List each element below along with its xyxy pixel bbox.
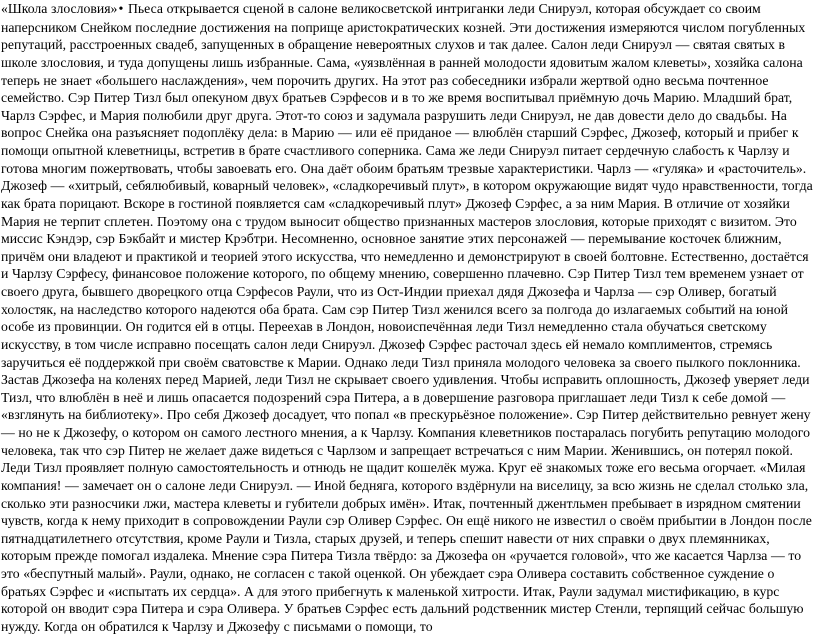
summary-paragraph: [1, 0, 815, 636]
document-heading: «Школа злословия»: [1, 1, 118, 16]
bullet-icon: •: [118, 2, 124, 17]
summary-text: Пьеса открывается сценой в салоне великосветской интриганки леди Снируэл, которая обсуждает со своим наперсником Снейком последние достижения на поприще аристократических козней. Эти достижения измеряются числом погубленных репутаций, расстроенных свадеб, запущенных в обращение невероятных слухов и так далее. Салон леди Снируэл — святая святых в школе злословия, и туда допущены лишь избранные. Сама, «уязвлённая в ранней молодости ядовитым жалом клеветы», хозяйка салона теперь не знает «большего наслаждения», чем порочить других. На этот раз собеседники избрали жертвой одно весьма почтенное семейство. Сэр Питер Тизл был опекуном двух братьев Сэрфесов и в то же время воспитывал приёмную дочь Марию. Младший брат, Чарлз Сэрфес, и Мария полюбили друг друга. Этот-то союз и задумала разрушить леди Снируэл, не дав довести дело до свадьбы. На вопрос Снейка она разъясняет подоплёку дела: в Марию — или её приданое — влюблён старший Сэрфес, Джозеф, который и прибег к помощи опытной клеветницы, встретив в брате счастливого соперника. Сама же леди Снируэл питает сердечную слабость к Чарлзу и готова многим пожертвовать, чтобы завоевать его. Она даёт обоим братьям трезвые характеристики. Чарлз — «гуляка» и «расточитель». Джозеф — «хитрый, себялюбивый, коварный человек», «сладкоречивый плут», в котором окружающие видят чудо нравственности, тогда как брата порицают. Вскоре в гостиной появляется сам «сладкоречивый плут» Джозеф Сэрфес, а за ним Мария. В отличие от хозяйки Мария не терпит сплетен. Поэтому она с трудом выносит общество признанных мастеров злословия, которые приходят с визитом. Это миссис Кэндэр, сэр Бэкбайт и мистер Крэбтри. Несомненно, основное занятие этих персонажей — перемывание косточек ближним, причём они владеют и практикой и теорией этого искусства, что немедленно и демонстрируют в своей болтовне. Естественно, достаётся и Чарлзу Сэрфесу, финансовое положение которого, по общему мнению, совершенно плачевно. Сэр Питер Тизл тем временем узнает от своего друга, бывшего дворецкого отца Сэрфесов Раули, что из Ост-Индии приехал дядя Джозефа и Чарлза — сэр Оливер, богатый холостяк, на наследство которого надеются оба брата. Сам сэр Питер Тизл женился всего за полгода до излагаемых событий на юной особе из провинции. Он годится ей в отцы. Переехав в Лондон, новоиспечённая леди Тизл немедленно стала обучаться светскому искусству, в том числе исправно посещать салон леди Снируэл. Джозеф Сэрфес расточал здесь ей немало комплиментов, стремясь заручиться её поддержкой при своём сватовстве к Марии. Однако леди Тизл приняла молодого человека за своего пылкого поклонника. Застав Джозефа на коленях перед Марией, леди Тизл не скрывает своего удивления. Чтобы исправить оплошность, Джозеф уверяет леди Тизл, что влюблён в неё и лишь опасается подозрений сэра Питера, а в довершение разговора приглашает леди Тизл к себе домой — «взглянуть на библиотеку». Про себя Джозеф досадует, что попал «в прескурьёзное положение». Сэр Питер действительно ревнует жену — но не к Джозефу, о котором он самого лестного мнения, а к Чарлзу. Компания клеветников постаралась погубить репутацию молодого человека, так что сэр Питер не желает даже видеться с Чарлзом и запрещает встречаться с ним Марии. Женившись, он потерял покой. Леди Тизл проявляет полную самостоятельность и отнюдь не щадит кошелёк мужа. Круг её знакомых тоже его весьма огорчает. «Милая компания! — замечает он о салоне леди Снируэл. — Иной бедняга, которого вздёрнули на виселицу, за всю жизнь не сделал столько зла, сколько эти разносчики лжи, мастера клеветы и губители добрых имён». Итак, почтенный джентльмен пребывает в изрядном смятении чувств, когда к нему приходит в сопровождении Раули сэр Оливер Сэрфес. Он ещё никого не известил о своём прибытии в Лондон после пятнадцатилетнего отсутствия, кроме Раули и Тизла, старых друзей, и теперь спешит навести от них справки о двух племянниках, которым прежде помогал издалека. Мнение сэра Питера Тизла твёрдо: за Джозефа он «ручается головой», что же касается Чарлза — то это «беспутный малый». Раули, однако, не согласен с такой оценкой. Он убеждает сэра Оливера составить собственное суждение о братьях Сэрфес и «испытать их сердца». А для этого прибегнуть к маленькой хитрости. Итак, Раули задумал мистификацию, в курс которой он вводит сэра Питера и сэра Оливера. У братьев Сэрфес есть дальний родственник мистер Стенли, терпящий сейчас большую нужду. Когда он обратился к Чарлзу и Джозефу с письмами о помощи, то: [1, 1, 813, 634]
